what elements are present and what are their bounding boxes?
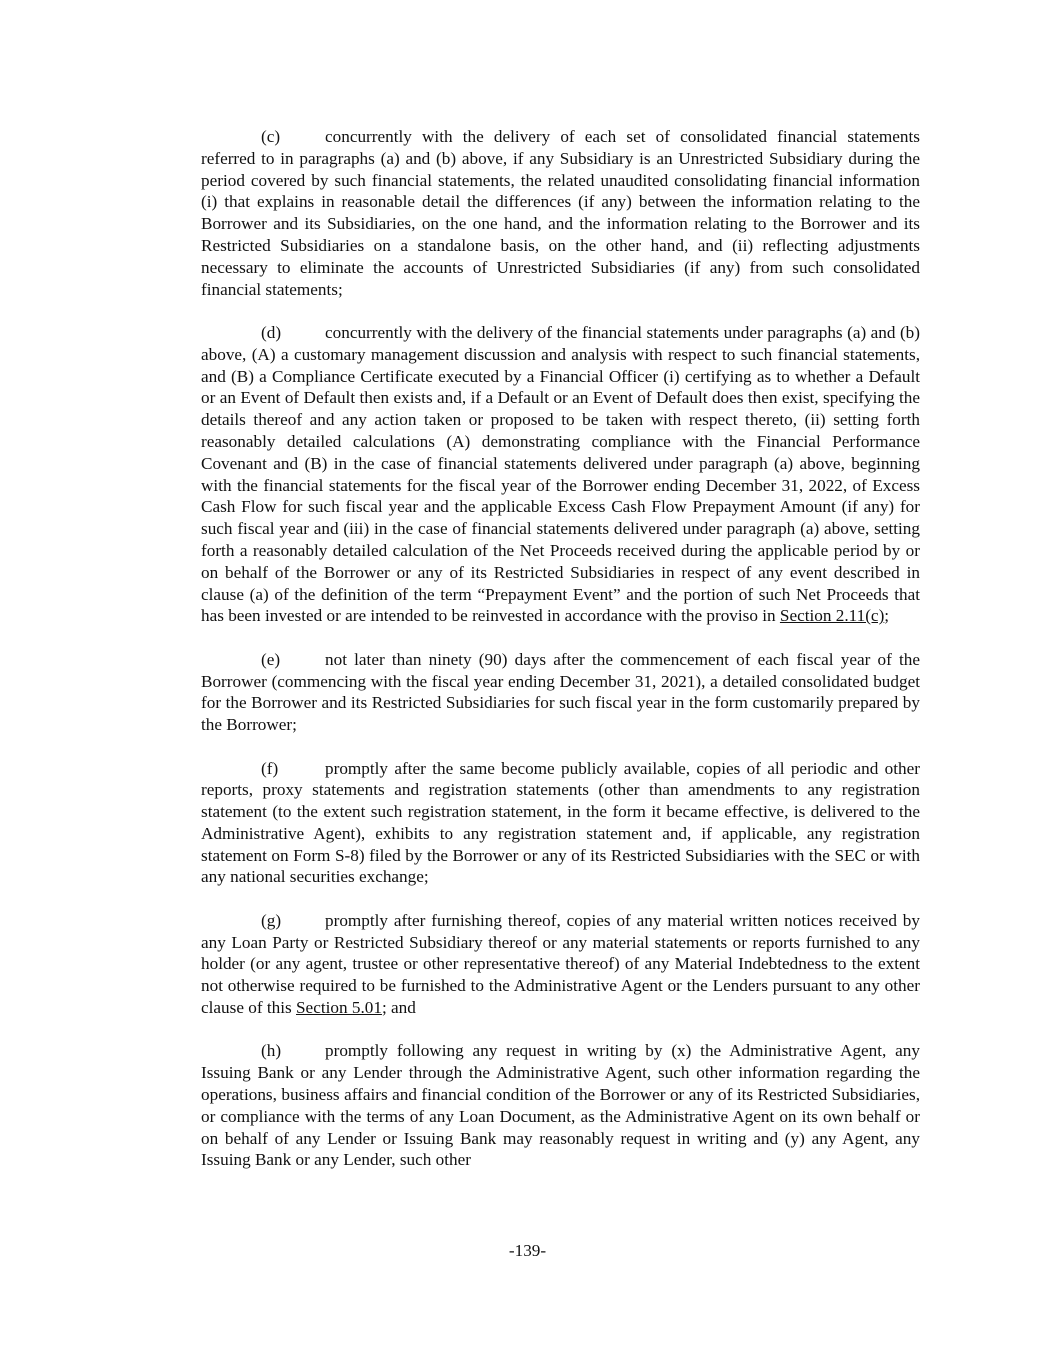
section-reference-link[interactable]: Section 2.11(c): [779, 606, 885, 626]
page-number: -139-: [508, 1241, 547, 1260]
paragraph-text: concurrently with the delivery of each set of consolidated financial statements referred to in paragraphs (a) and (b) above, if any Subsidiary is an Unrestricted Subsidiary during the period covered by such financial statements, the related unaudited consolidating financial information (i) that explains in reasonable detail the differences (if any) between the information relating to the Borrower and its Subsidiaries, on the one hand, and the information relating to the Borrower and its Restricted Subsidiaries on a standalone basis, on the other hand, and (ii) reflecting adjustments necessary to eliminate the accounts of Unrestricted Subsidiaries (if any) from such consolidated financial statements;: [201, 127, 920, 299]
paragraph-label: (g): [261, 910, 282, 930]
paragraph-text: not later than ninety (90) days after the commencement of each fiscal year of the Borrower (commencing with the fiscal year ending December 31, 2021), a detailed consolidated budget for the Borrower and its Restricted Subsidiaries for such fiscal year in the form customarily prepared by the Borrower;: [201, 649, 920, 735]
section-reference-link[interactable]: Section 5.01: [296, 998, 382, 1018]
paragraph-label: (c): [261, 127, 281, 146]
paragraph-text: concurrently with the delivery of the financial statements under paragraphs (a) and (b) above, (A) a customary management discussion and analysis with respect to such financial statements, and (B) a Compliance Certificate executed by a Financial Officer (i) certifying as to whether a Default or an Event of Default then exists and, if a Default or an Event of Default does then exist, specifying the details thereof and any action taken or proposed to be taken with respect thereto, (ii) setting forth reasonably detailed calculations (A) demonstrating compliance with the Financial Performance Covenant and (B) in the case of financial statements delivered under paragraph (a) above, beginning with the financial statements for the fiscal year of the Borrower ending December 31, 2022, of Excess Cash Flow for such fiscal year and the applicable Excess Cash Flow Prepayment Amount (if any) for such fiscal year and (iii) in the case of financial statements delivered under paragraph (a) above, setting forth a reasonably detailed calculation of the Net Proceeds received during the applicable period by or on behalf of the Borrower or any of its Restricted Subsidiaries in respect of any event described in clause (a) of the definition of the term “Prepayment Event” and the portion of such Net Proceeds that has been invested or are intended to be reinvested in accordance with the proviso in: [201, 322, 920, 626]
paragraph-tail: ; and: [381, 998, 416, 1018]
paragraph-f: [201, 758, 920, 889]
paragraph-g: [201, 910, 920, 1019]
paragraph-label: (h): [261, 1041, 282, 1061]
paragraph-label: (d): [261, 322, 282, 342]
paragraph-e: [201, 649, 920, 736]
paragraph-c: [201, 126, 920, 300]
paragraph-text: promptly after furnishing thereof, copies of any material written notices received by any Loan Party or Restricted Subsidiary thereof or any material statements or reports furnished to any holder (or any agent, trustee or other representative thereof) of any Material Indebtedness to the extent not otherwise required to be furnished to the Administrative Agent or the Lenders pursuant to any other clause of this: [201, 910, 920, 1018]
paragraph-label: (f): [261, 758, 279, 778]
paragraph-label: (e): [261, 649, 281, 669]
paragraph-text: promptly after the same become publicly available, copies of all periodic and other reports, proxy statements and registration statements (other than amendments to any registration statement (to the extent such registration statement, in the form it became effective, is delivered to the Administrative Agent), exhibits to any registration statement and, if applicable, any registration statement on Form S-8) filed by the Borrower or any of its Restricted Subsidiaries with the SEC or with any national securities exchange;: [201, 758, 920, 887]
paragraph-tail: ;: [884, 606, 890, 626]
paragraph-d: [201, 322, 920, 627]
document-body: [201, 126, 920, 1193]
paragraph-h: [201, 1040, 920, 1171]
paragraph-text: promptly following any request in writing by (x) the Administrative Agent, any Issuing Bank or any Lender through the Administrative Agent, such other information regarding the operations, business affairs and financial condition of the Borrower or any of its Restricted Subsidiaries, or compliance with the terms of any Loan Document, as the Administrative Agent on its own behalf or on behalf of any Lender or Issuing Bank may reasonably request in writing and (y) any Agent, any Issuing Bank or any Lender, such other: [201, 1041, 920, 1170]
